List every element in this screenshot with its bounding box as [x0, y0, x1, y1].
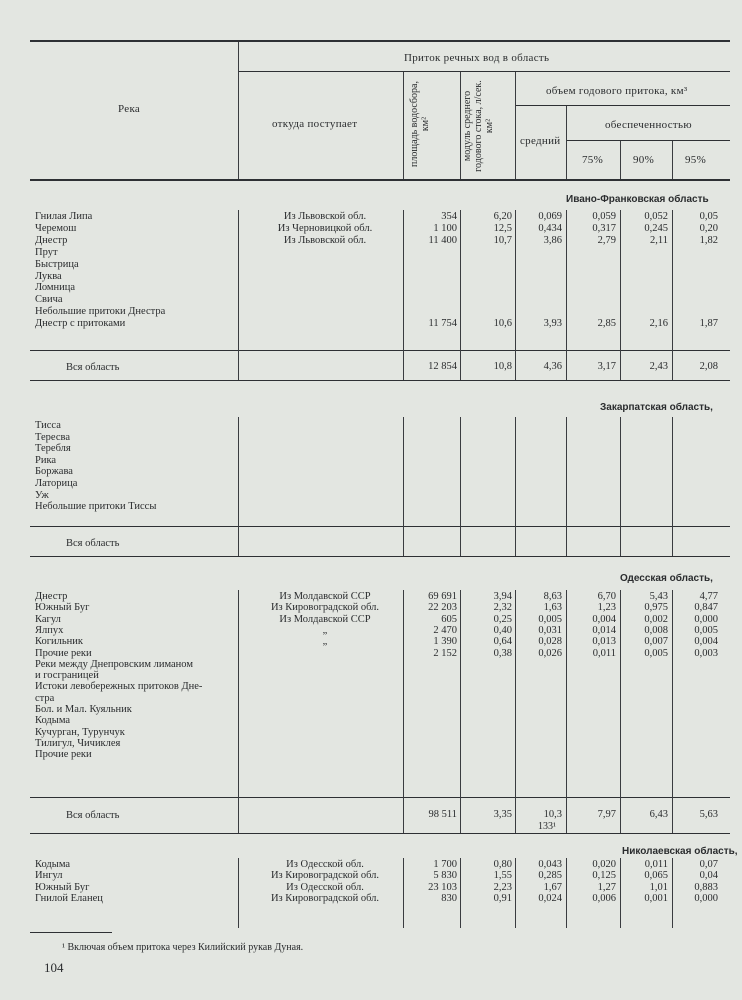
value-mean: 0,005	[538, 613, 562, 625]
column-divider	[238, 858, 239, 928]
column-divider	[620, 417, 621, 526]
river-name: Рика	[35, 454, 57, 466]
header-p90: 90%	[633, 154, 655, 166]
total-divider	[672, 797, 673, 833]
value-mean: 0,285	[538, 870, 562, 882]
river-name: Прочие реки	[35, 647, 92, 659]
total-label: Вся область	[66, 362, 120, 373]
column-divider	[238, 417, 239, 526]
total-top-rule	[30, 350, 730, 351]
river-name: Гнилая Липа	[35, 211, 93, 222]
column-divider	[515, 417, 516, 526]
value-p95: 0,003	[694, 647, 718, 659]
total-mean: 10,3	[543, 809, 562, 820]
value-p90: 0,052	[644, 211, 668, 222]
value-mean: 0,028	[538, 636, 562, 648]
volume-underline	[515, 105, 730, 106]
value-mean: 0,069	[538, 211, 562, 222]
river-name: Черемош	[35, 222, 77, 234]
river-name: Днестр	[35, 591, 68, 602]
column-divider	[515, 590, 516, 797]
river-name: Свича	[35, 294, 63, 306]
value-p90: 0,975	[644, 602, 668, 614]
river-source: Из Кировоградской обл.	[270, 870, 380, 882]
value-p90: 0,001	[644, 893, 668, 905]
river-name: Уж	[35, 489, 49, 501]
river-name: Бол. и Мал. Куяльник	[35, 704, 132, 715]
value-p95: 0,000	[694, 613, 718, 625]
total-mean-note: 133¹	[538, 821, 556, 832]
value-p95: 0,07	[699, 859, 718, 870]
river-name: Когильник	[35, 636, 84, 648]
column-divider	[672, 417, 673, 526]
value-area: 354	[441, 211, 457, 222]
total-bottom-rule	[30, 556, 730, 557]
value-p90: 0,065	[644, 870, 668, 882]
river-source: „	[322, 624, 328, 636]
header-divider	[238, 42, 239, 179]
total-divider	[403, 797, 404, 833]
value-p90: 1,01	[649, 881, 668, 893]
value-module: 0,38	[493, 647, 512, 659]
total-divider	[515, 350, 516, 380]
value-p95: 1,82	[699, 234, 718, 246]
total-divider	[515, 797, 516, 833]
column-divider	[238, 210, 239, 350]
value-p75: 0,004	[592, 613, 616, 625]
value-module: 12,5	[493, 222, 512, 234]
header-divider	[566, 106, 567, 179]
total-label: Вся область	[66, 538, 120, 549]
value-area: 11 400	[428, 234, 457, 246]
value-area: 605	[441, 613, 457, 625]
value-area: 11 754	[428, 318, 457, 330]
total-p75: 7,97	[597, 809, 616, 820]
column-divider	[460, 590, 461, 797]
total-module: 10,8	[493, 361, 512, 372]
river-source: Из Кировоградской обл.	[270, 893, 380, 905]
value-mean: 1,63	[543, 602, 562, 614]
value-p95: 0,05	[699, 211, 718, 222]
value-p95: 0,000	[694, 893, 718, 905]
value-p90: 0,011	[644, 859, 668, 870]
value-p75: 0,011	[592, 647, 616, 659]
total-area: 12 854	[428, 361, 457, 372]
total-divider	[672, 526, 673, 556]
value-area: 1 700	[433, 859, 457, 870]
total-bottom-rule	[30, 833, 730, 834]
column-divider	[620, 858, 621, 928]
total-divider	[566, 526, 567, 556]
river-name: Тилигул, Чичиклея	[35, 737, 121, 749]
river-name: Днестр	[35, 234, 68, 246]
column-divider	[515, 210, 516, 350]
river-name: и госграницей	[35, 670, 99, 682]
column-divider	[515, 858, 516, 928]
total-divider	[460, 526, 461, 556]
provision-underline	[566, 140, 730, 141]
column-divider	[460, 210, 461, 350]
value-area: 1 390	[433, 636, 457, 648]
value-p75: 0,013	[592, 636, 616, 648]
total-top-rule	[30, 797, 730, 798]
total-module: 3,35	[493, 809, 512, 820]
header-area: площадь водосбора, км²	[409, 81, 431, 167]
value-area: 2 470	[433, 624, 457, 636]
value-p95: 1,87	[699, 318, 718, 330]
value-module: 3,94	[493, 591, 512, 602]
value-mean: 0,024	[538, 893, 562, 905]
value-p90: 0,002	[644, 613, 668, 625]
river-name: Днестр с притоками	[35, 318, 126, 330]
column-divider	[566, 858, 567, 928]
river-source: Из Львовской обл.	[283, 234, 367, 246]
column-divider	[672, 858, 673, 928]
value-module: 0,64	[493, 636, 512, 648]
river-name: Истоки левобережных притоков Дне-	[35, 681, 203, 693]
total-divider	[566, 797, 567, 833]
value-mean: 3,86	[543, 234, 562, 246]
total-area: 98 511	[428, 809, 457, 820]
river-name: Ломница	[35, 282, 76, 294]
value-mean: 0,434	[538, 222, 562, 234]
total-bottom-rule	[30, 380, 730, 381]
column-divider	[620, 590, 621, 797]
value-module: 2,32	[493, 602, 512, 614]
river-name: Тересва	[35, 431, 70, 443]
value-mean: 0,026	[538, 647, 562, 659]
river-name: Прут	[35, 246, 58, 258]
top-rule	[30, 40, 730, 42]
page-number: 104	[44, 960, 64, 975]
region-title: Николаевская область,	[622, 846, 738, 857]
value-area: 5 830	[433, 870, 457, 882]
column-divider	[238, 590, 239, 797]
river-name: Тисса	[35, 420, 61, 431]
value-module: 6,20	[493, 211, 512, 222]
value-p95: 0,04	[699, 870, 718, 882]
value-module: 0,40	[493, 624, 512, 636]
value-p75: 0,006	[592, 893, 616, 905]
total-divider	[620, 797, 621, 833]
value-area: 830	[441, 893, 457, 905]
total-divider	[238, 350, 239, 380]
value-p75: 0,125	[592, 870, 616, 882]
header-from-where: откуда поступает	[272, 118, 358, 130]
value-p90: 0,007	[644, 636, 668, 648]
column-divider	[566, 417, 567, 526]
river-name: Теребля	[35, 443, 71, 455]
river-name: стра	[35, 692, 55, 704]
river-source: Из Молдавской ССР	[279, 613, 371, 625]
value-module: 2,23	[493, 881, 512, 893]
river-source: Из Кировоградской обл.	[270, 602, 380, 614]
total-mean: 4,36	[543, 361, 562, 372]
river-name: Кагул	[35, 613, 61, 625]
value-p90: 0,245	[644, 222, 668, 234]
header-mean: средний	[520, 135, 561, 147]
river-name: Гнилой Еланец	[35, 893, 103, 905]
value-p75: 0,014	[592, 624, 616, 636]
value-p75: 6,70	[597, 591, 616, 602]
river-name: Латорица	[35, 478, 78, 489]
total-p90: 6,43	[649, 809, 668, 820]
header-module: модуль среднего годового стока, л/сек. км²	[462, 80, 495, 172]
river-name: Небольшие притоки Днестра	[35, 306, 166, 318]
value-p75: 1,27	[597, 881, 616, 893]
column-divider	[620, 210, 621, 350]
river-name: Кучурган, Турунчук	[35, 726, 125, 738]
value-p90: 2,11	[650, 234, 668, 246]
header-p75: 75%	[582, 154, 604, 166]
value-p75: 2,79	[597, 234, 616, 246]
value-p75: 2,85	[597, 318, 616, 330]
total-divider	[515, 526, 516, 556]
total-p75: 3,17	[597, 361, 616, 372]
header-divider	[460, 72, 461, 179]
column-divider	[566, 210, 567, 350]
value-p95: 0,004	[694, 636, 718, 648]
river-name: Кодыма	[35, 715, 71, 727]
total-divider	[460, 797, 461, 833]
value-mean: 0,043	[538, 859, 562, 870]
header-annual-volume: объем годового притока, км³	[546, 85, 688, 97]
value-mean: 0,031	[538, 624, 562, 636]
value-mean: 3,93	[543, 318, 562, 330]
column-divider	[460, 417, 461, 526]
total-divider	[620, 526, 621, 556]
value-module: 10,6	[493, 318, 512, 330]
river-name: Боржава	[35, 466, 73, 478]
inflow-underline	[238, 71, 730, 72]
total-p90: 2,43	[649, 361, 668, 372]
river-name: Быстрица	[35, 258, 79, 270]
region-title: Ивано-Франковская область	[566, 194, 709, 205]
value-mean: 1,67	[543, 881, 562, 893]
value-area: 69 691	[428, 591, 457, 602]
region-title: Закарпатская область,	[600, 402, 713, 413]
value-p95: 4,77	[699, 591, 718, 602]
total-divider	[620, 350, 621, 380]
river-name: Небольшие притоки Тиссы	[35, 501, 157, 513]
total-divider	[238, 797, 239, 833]
value-module: 1,55	[493, 870, 512, 882]
value-p95: 0,005	[694, 624, 718, 636]
value-module: 10,7	[493, 234, 512, 246]
total-top-rule	[30, 526, 730, 527]
river-name: Луква	[35, 270, 62, 282]
value-p90: 5,43	[649, 591, 668, 602]
column-divider	[566, 590, 567, 797]
total-label: Вся область	[66, 810, 120, 821]
header-river: Река	[118, 103, 141, 115]
river-name: Ингул	[35, 870, 63, 882]
column-divider	[672, 210, 673, 350]
river-source: Из Черновицкой обл.	[277, 222, 373, 234]
header-bottom-rule	[30, 179, 730, 181]
river-name: Южный Буг	[35, 602, 90, 614]
river-name: Кодыма	[35, 859, 71, 870]
footnote: ¹ Включая объем притока через Килийский рукав Дуная.	[62, 942, 304, 953]
river-source: Из Одесской обл.	[286, 881, 364, 893]
value-module: 0,91	[493, 893, 512, 905]
total-divider	[566, 350, 567, 380]
value-p95: 0,847	[694, 602, 718, 614]
value-module: 0,25	[493, 613, 512, 625]
region-title: Одесская область,	[620, 573, 713, 584]
river-name: Южный Буг	[35, 881, 90, 893]
header-p95: 95%	[685, 154, 707, 166]
value-area: 22 203	[428, 602, 457, 614]
value-mean: 8,63	[543, 591, 562, 602]
river-source: „	[322, 636, 328, 648]
value-p95: 0,883	[694, 881, 718, 893]
value-p75: 0,059	[592, 211, 616, 222]
value-p90: 0,005	[644, 647, 668, 659]
header-divider	[672, 141, 673, 179]
header-inflow: Приток речных вод в область	[404, 52, 550, 64]
total-p95: 5,63	[699, 809, 718, 820]
total-divider	[238, 526, 239, 556]
total-divider	[403, 526, 404, 556]
total-divider	[460, 350, 461, 380]
value-area: 1 100	[433, 222, 457, 234]
header-divider	[620, 141, 621, 179]
value-p75: 0,317	[592, 222, 616, 234]
value-module: 0,80	[493, 859, 512, 870]
total-divider	[672, 350, 673, 380]
total-divider	[403, 350, 404, 380]
value-p75: 1,23	[597, 602, 616, 614]
value-p95: 0,20	[699, 222, 718, 234]
footnote-rule	[30, 932, 112, 933]
value-p75: 0,020	[592, 859, 616, 870]
value-area: 23 103	[428, 881, 457, 893]
column-divider	[460, 858, 461, 928]
river-name: Ялпух	[35, 624, 64, 636]
river-source: Из Львовской обл.	[283, 211, 367, 222]
header-divider	[403, 72, 404, 179]
value-p90: 0,008	[644, 624, 668, 636]
header-provision: обеспеченностью	[605, 119, 692, 131]
river-source: Из Молдавской ССР	[279, 591, 371, 602]
value-area: 2 152	[433, 647, 457, 659]
river-source: Из Одесской обл.	[286, 859, 364, 870]
river-name: Реки между Днепровским лиманом	[35, 658, 193, 670]
river-name: Прочие реки	[35, 749, 92, 761]
total-p95: 2,08	[699, 361, 718, 372]
value-p90: 2,16	[649, 318, 668, 330]
header-divider	[515, 72, 516, 179]
column-divider	[672, 590, 673, 797]
column-divider	[403, 417, 404, 526]
